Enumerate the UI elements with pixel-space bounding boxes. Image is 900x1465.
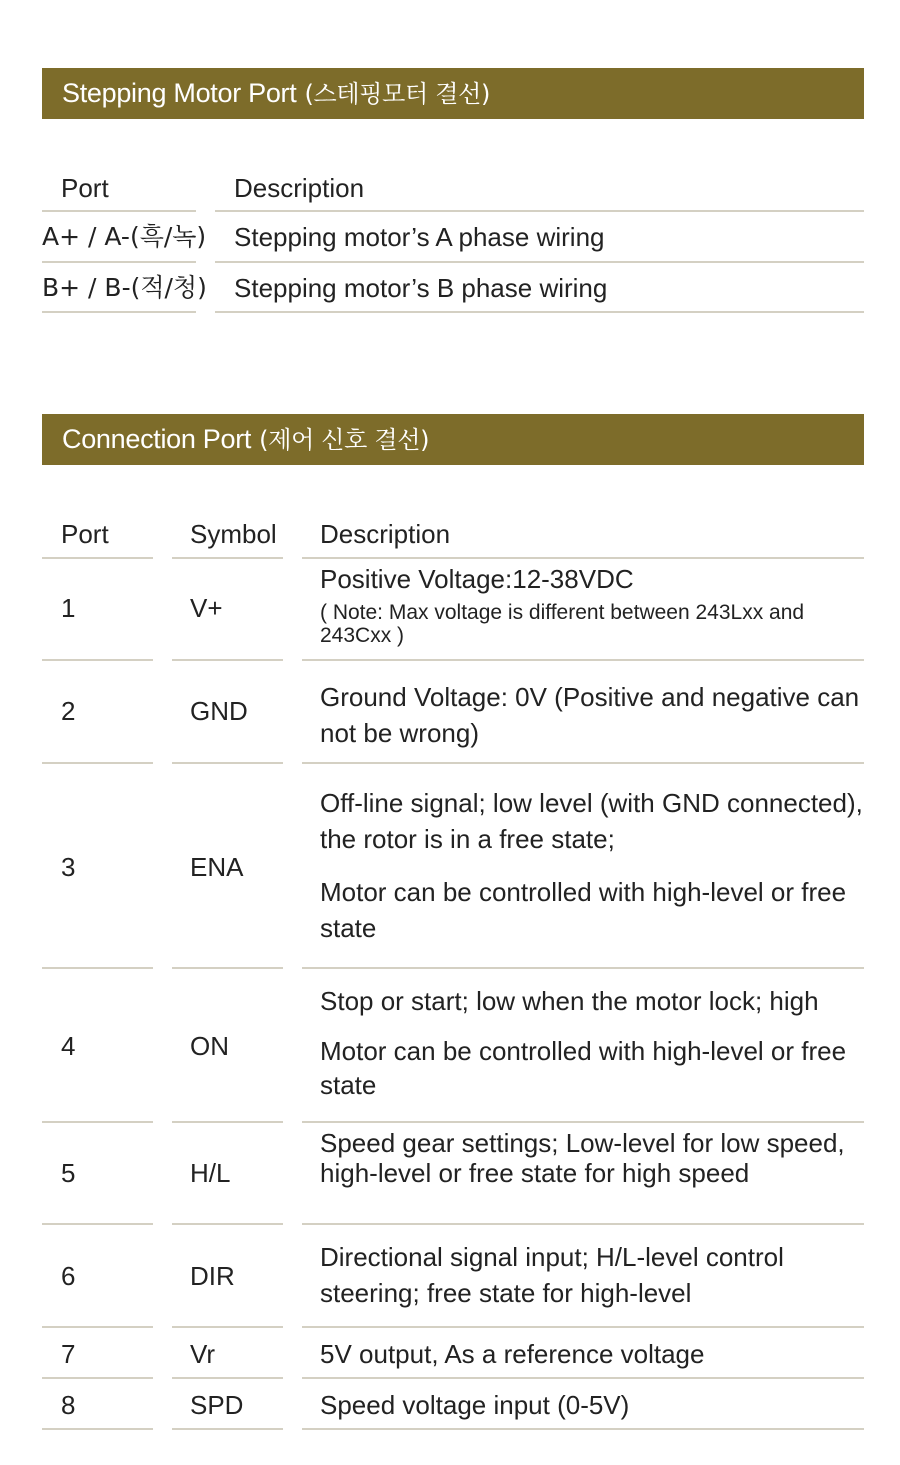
row-divider [42,1326,153,1328]
port-1: 1 [61,593,76,623]
symbol-6: DIR [190,1261,235,1291]
row-divider [42,1428,153,1430]
row-divider [172,557,283,559]
row-divider [215,311,864,313]
port-6: 6 [61,1261,76,1291]
stepping-row-2-description: Stepping motor’s B phase wiring [234,273,608,303]
row-divider [42,967,153,969]
description-8-text: Speed voltage input (0-5V) [320,1390,630,1420]
stepping-section-title: Stepping Motor Port [62,78,297,108]
stepping-header-description: Description [234,173,365,203]
description-2 [320,680,865,752]
symbol-2: GND [190,696,248,726]
description-4 [320,985,865,1102]
row-divider [172,762,283,764]
description-1 [320,563,865,647]
port-2: 2 [61,696,76,726]
row-divider [215,261,864,263]
connection-header-port: Port [61,519,109,549]
symbol-5: H/L [190,1158,231,1188]
port-7: 7 [61,1339,76,1369]
row-divider [302,1121,864,1123]
row-divider [172,1223,283,1225]
row-divider [42,557,153,559]
stepping-header-port: Port [61,173,109,203]
description-4-text: Stop or start; low when the motor lock; high [320,986,819,1016]
port-8: 8 [61,1390,76,1420]
row-divider [42,261,196,263]
row-divider [215,210,864,212]
description-6 [320,1240,865,1312]
connection-section-title: Connection Port [62,424,252,454]
stepping-row-1-description: Stepping motor’s A phase wiring [234,222,605,252]
port-3: 3 [61,852,76,882]
row-divider [172,1428,283,1430]
stepping-row-2-port: B+ / B-(적/청) [42,273,207,302]
row-divider [42,1223,153,1225]
port-5: 5 [61,1158,76,1188]
row-divider [302,1428,864,1430]
row-divider [42,762,153,764]
row-divider [302,1326,864,1328]
symbol-7: Vr [190,1339,216,1369]
description-5-text: Speed gear settings; Low-level for low speed, high-level or free state for high speed [320,1128,845,1188]
row-divider [172,1326,283,1328]
row-divider [172,967,283,969]
description-3 [320,786,865,947]
symbol-3: ENA [190,852,244,882]
row-divider [172,659,283,661]
connection-header-description: Description [320,519,451,549]
description-1-text: Positive Voltage:12-38VDC [320,564,634,594]
row-divider [302,762,864,764]
row-divider [302,1377,864,1379]
symbol-8: SPD [190,1390,244,1420]
row-divider [302,1223,864,1225]
description-1-note: ( Note: Max voltage is different between 243Lxx and 243Cxx ) [320,600,805,647]
row-divider [172,1121,283,1123]
port-4: 4 [61,1031,76,1061]
stepping-row-1-port: A+ / A-(흑/녹) [42,222,207,251]
description-4-text-2: Motor can be controlled with high-level or free state [320,1035,847,1100]
row-divider [42,659,153,661]
symbol-4: ON [190,1031,229,1061]
row-divider [302,557,864,559]
row-divider [172,1377,283,1379]
description-3-text-2: Motor can be controlled with high-level or free state [320,876,847,943]
symbol-1: V+ [190,593,223,623]
connection-header-symbol: Symbol [190,519,277,549]
description-2-text: Ground Voltage: 0V (Positive and negative can not be wrong) [320,682,860,748]
connection-section-title-ko: (제어 신호 결선) [259,426,430,454]
description-5 [320,1129,865,1189]
row-divider [42,311,196,313]
row-divider [302,659,864,661]
row-divider [42,1121,153,1123]
description-6-text: Directional signal input; H/L-level control steering; free state for high-level [320,1242,784,1308]
stepping-section-title-ko: (스테핑모터 결선) [304,80,491,108]
description-7-text: 5V output, As a reference voltage [320,1339,705,1369]
description-8 [320,1389,865,1423]
description-3-text: Off-line signal; low level (with GND connected), the rotor is in a free state; [320,788,863,854]
row-divider [42,210,196,212]
row-divider [302,967,864,969]
description-7 [320,1338,865,1372]
connection-port-banner [42,414,864,465]
stepping-motor-port-banner [42,68,864,119]
row-divider [42,1377,153,1379]
